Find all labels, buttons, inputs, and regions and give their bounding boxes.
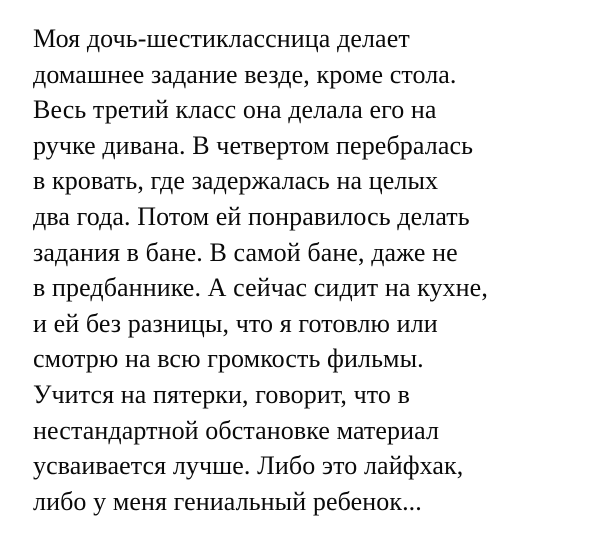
text-line: в кровать, где задержалась на целых: [33, 166, 439, 196]
text-line: в предбаннике. А сейчас сидит на кухне,: [33, 273, 488, 303]
text-line: задания в бане. В самой бане, даже не: [33, 237, 458, 267]
text-line: Учится на пятерки, говорит, что в: [33, 379, 410, 409]
text-line: домашнее задание везде, кроме стола.: [33, 59, 457, 89]
text-line: смотрю на всю громкость фильмы.: [33, 344, 424, 374]
text-line: и ей без разницы, что я готовлю или: [33, 308, 438, 338]
text-line: либо у меня гениальный ребенок...: [33, 486, 422, 516]
text-line: ручке дивана. В четвертом перебралась: [33, 130, 474, 160]
text-line: Моя дочь-шестиклассница делает: [33, 24, 410, 53]
text-line: Весь третий класс она делала его на: [33, 95, 437, 125]
text-line: нестандартной обстановке материал: [33, 415, 440, 445]
text-line: усваивается лучше. Либо это лайфхак,: [33, 451, 464, 481]
text-line: два года. Потом ей понравилось делать: [33, 201, 470, 231]
